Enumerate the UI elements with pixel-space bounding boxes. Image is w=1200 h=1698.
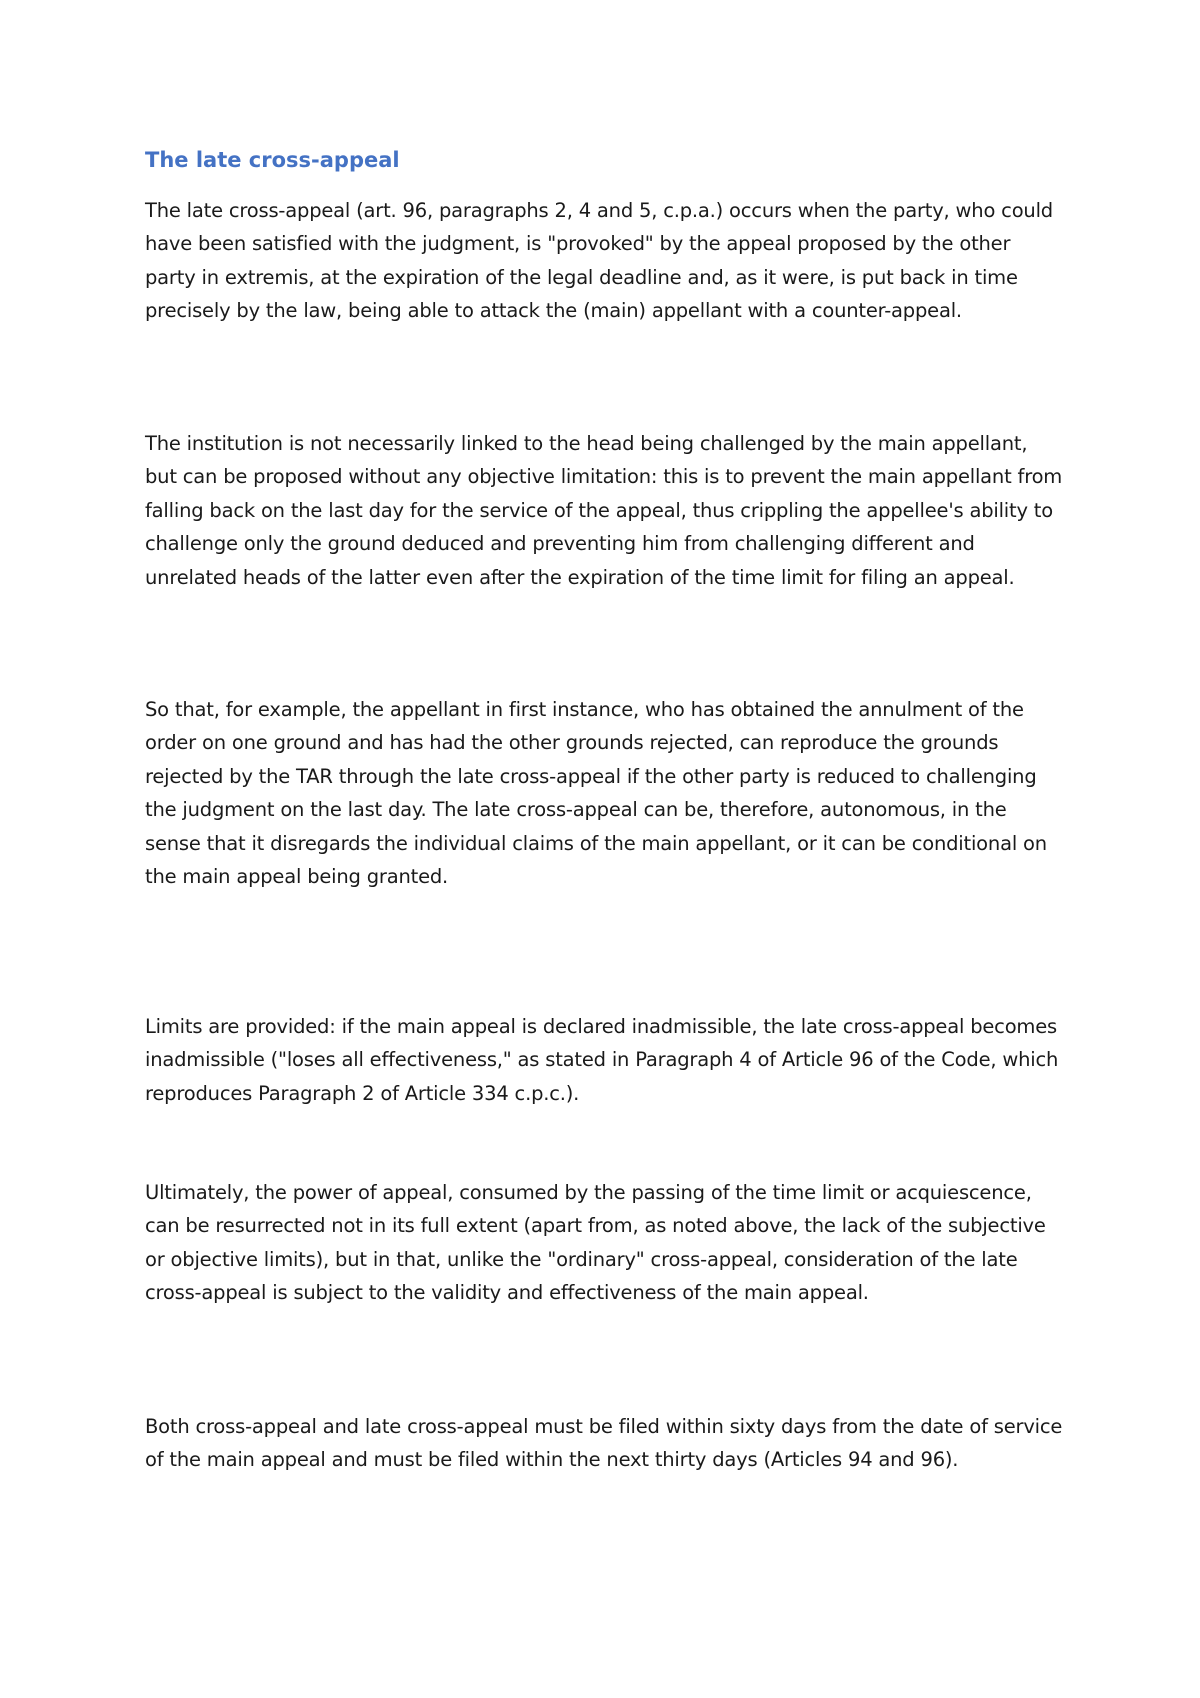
paragraph-1: The late cross-appeal (art. 96, paragraphs 2, 4 and 5, c.p.a.) occurs when the party, who could have been satisfied with the judgment, is "provoked" by the appeal proposed by the other party in extremis, at the expiration of the legal deadline and, as it were, is put back in time precisely by the law, being able to attack the (main) appellant with a counter-appeal. xyxy=(145,199,1053,323)
paragraph-5: Ultimately, the power of appeal, consumed by the passing of the time limit or acquiescence, can be resurrected not in its full extent (apart from, as noted above, the lack of the subjective or objective limits), but in that, unlike the "ordinary" cross-appeal, consideration of the late cross-appeal is subject to the validity and effectiveness of the main appeal. xyxy=(145,1181,1046,1305)
section-heading: The late cross-appeal xyxy=(145,148,400,172)
paragraph-2: The institution is not necessarily linked to the head being challenged by the main appellant, but can be proposed without any objective limitation: this is to prevent the main appellant from falling back on the last day for the service of the appeal, thus crippling the appellee's ability to challenge only the ground deduced and preventing him from challenging different and unrelated heads of the latter even after the expiration of the time limit for filing an appeal. xyxy=(145,432,1063,589)
paragraph-4: Limits are provided: if the main appeal is declared inadmissible, the late cross-appeal becomes inadmissible ("loses all effectiveness," as stated in Paragraph 4 of Article 96 of the Code, which reproduces Paragraph 2 of Article 334 c.p.c.). xyxy=(145,1015,1059,1105)
paragraph-6: Both cross-appeal and late cross-appeal must be filed within sixty days from the date of service of the main appeal and must be filed within the next thirty days (Articles 94 and 96). xyxy=(145,1415,1063,1472)
paragraph-3: So that, for example, the appellant in first instance, who has obtained the annulment of the order on one ground and has had the other grounds rejected, can reproduce the grounds rejected by the TAR through the late cross-appeal if the other party is reduced to challenging the judgment on the last day. The late cross-appeal can be, therefore, autonomous, in the sense that it disregards the individual claims of the main appellant, or it can be conditional on the main appeal being granted. xyxy=(145,698,1047,889)
